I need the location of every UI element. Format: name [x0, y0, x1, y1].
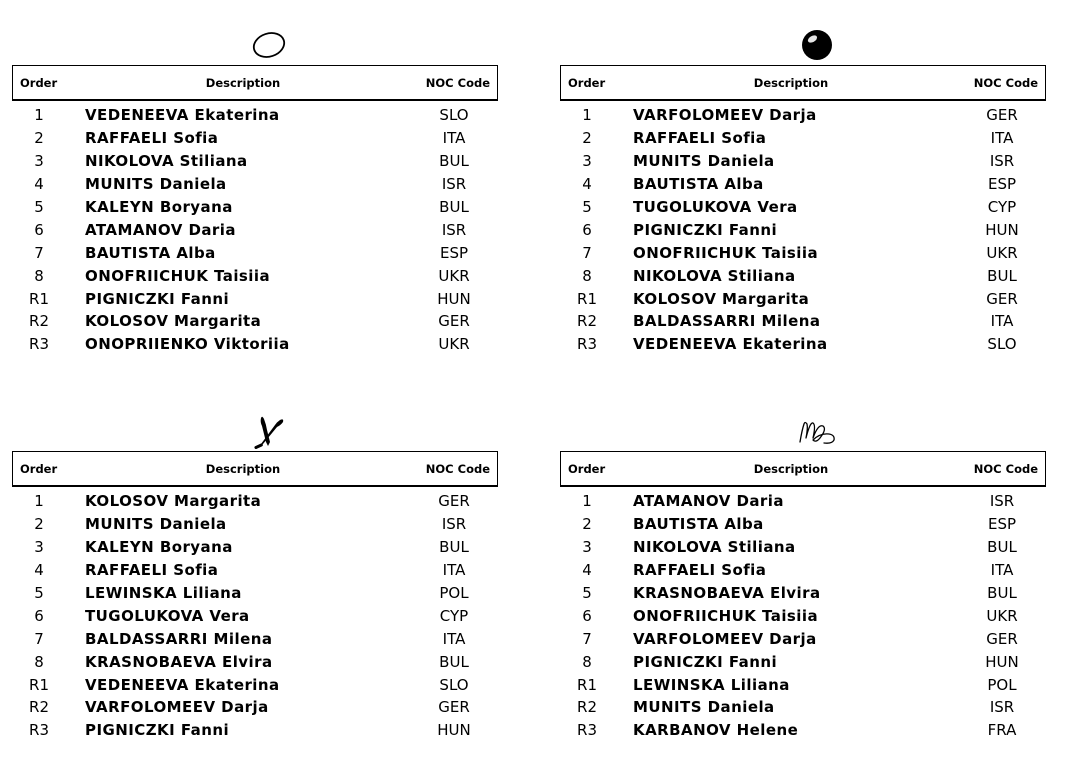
table-body [12, 490, 498, 742]
table-row [560, 513, 1046, 536]
order-cell: 4 [582, 175, 592, 194]
athlete-name: LEWINSKA Liliana [85, 584, 242, 602]
athlete-name: VEDENEEVA Ekaterina [85, 675, 280, 694]
table-row [560, 173, 1046, 196]
noc-cell: ESP [987, 515, 1017, 534]
noc-cell: ESP [439, 243, 469, 262]
header-description: Description [753, 461, 829, 476]
noc-cell: ISR [989, 152, 1015, 171]
noc-cell: ISR [989, 492, 1015, 511]
order-cell: 7 [34, 629, 44, 648]
order-cell: 1 [34, 492, 44, 511]
table-row [560, 127, 1046, 150]
table-row [12, 604, 498, 627]
table-row [560, 536, 1046, 559]
athlete-name: KALEYN Boryana [85, 538, 233, 557]
order-cell: 8 [34, 266, 44, 285]
header-order: Order [568, 461, 606, 476]
table-header [560, 451, 1046, 487]
table-row [560, 582, 1046, 605]
noc-cell: UKR [438, 335, 470, 354]
order-cell: 2 [34, 515, 44, 534]
noc-cell: SLO [439, 675, 469, 694]
table-row [560, 627, 1046, 650]
noc-cell: ITA [990, 561, 1014, 580]
athlete-name: ATAMANOV Daria [633, 492, 784, 511]
order-cell: 6 [582, 220, 592, 239]
order-cell: 6 [582, 606, 592, 625]
table-row [12, 173, 498, 196]
order-cell: 6 [34, 606, 44, 625]
noc-cell: ITA [442, 129, 466, 148]
order-cell: R1 [29, 289, 49, 308]
order-cell: R3 [29, 335, 49, 354]
order-cell: 8 [582, 266, 592, 285]
athlete-name: VARFOLOMEEV Darja [633, 629, 817, 648]
athlete-name: VARFOLOMEEV Darja [633, 106, 817, 125]
order-cell: 1 [582, 492, 592, 511]
athlete-name: ONOFRIICHUK Taisiia [633, 606, 819, 625]
table-row [12, 559, 498, 582]
table-header [12, 451, 498, 487]
table-row [560, 310, 1046, 333]
athlete-name: MUNITS Daniela [85, 175, 227, 194]
noc-cell: GER [986, 629, 1018, 648]
noc-cell: POL [987, 675, 1017, 694]
noc-cell: ITA [990, 129, 1014, 148]
order-cell: R1 [577, 675, 597, 694]
order-cell: 5 [582, 584, 592, 602]
header-noc-code: NOC Code [973, 461, 1038, 476]
table-row [560, 218, 1046, 241]
athlete-name: KRASNOBAEVA Elvira [633, 584, 821, 602]
header-description: Description [205, 75, 281, 90]
table-row [560, 104, 1046, 127]
athlete-name: BAUTISTA Alba [633, 515, 764, 534]
athlete-name: TUGOLUKOVA Vera [85, 606, 250, 625]
athlete-name: VARFOLOMEEV Darja [85, 698, 269, 717]
noc-cell: ITA [990, 312, 1014, 331]
athlete-name: RAFFAELI Sofia [85, 561, 219, 580]
order-cell: R3 [577, 721, 597, 740]
table-row [560, 490, 1046, 513]
table-row [12, 582, 498, 605]
ribbon-icon [792, 412, 842, 450]
order-cell: 8 [582, 652, 592, 671]
order-cell: 5 [34, 198, 44, 216]
order-cell: 4 [34, 561, 44, 580]
noc-cell: ISR [989, 698, 1015, 717]
order-cell: R3 [577, 335, 597, 354]
noc-cell: HUN [437, 289, 471, 308]
athlete-name: BAUTISTA Alba [85, 243, 216, 262]
table-row [560, 150, 1046, 173]
order-cell: R2 [29, 312, 49, 331]
athlete-name: KOLOSOV Margarita [85, 492, 262, 511]
table-row [12, 719, 498, 742]
table-row [560, 650, 1046, 673]
noc-cell: GER [438, 312, 470, 331]
table-row [12, 127, 498, 150]
order-cell: R2 [29, 698, 49, 717]
athlete-name: RAFFAELI Sofia [85, 129, 219, 148]
table-row [12, 490, 498, 513]
athlete-name: MUNITS Daniela [633, 698, 775, 717]
order-cell: 7 [34, 243, 44, 262]
athlete-name: LEWINSKA Liliana [633, 675, 790, 694]
table-row [12, 196, 498, 219]
athlete-name: VEDENEEVA Ekaterina [633, 335, 828, 354]
table-row [12, 264, 498, 287]
athlete-name: KOLOSOV Margarita [85, 312, 262, 331]
athlete-name: TUGOLUKOVA Vera [633, 198, 798, 216]
table-row [560, 333, 1046, 356]
table-row [560, 719, 1046, 742]
noc-cell: GER [438, 698, 470, 717]
noc-cell: BUL [439, 198, 469, 216]
table-body [12, 104, 498, 356]
athlete-name: NIKOLOVA Stiliana [633, 538, 796, 557]
athlete-name: NIKOLOVA Stiliana [633, 266, 796, 285]
table-row [12, 150, 498, 173]
order-cell: 2 [582, 129, 592, 148]
noc-cell: GER [986, 289, 1018, 308]
header-noc-code: NOC Code [973, 75, 1038, 90]
table-body [560, 490, 1046, 742]
table-row [560, 196, 1046, 219]
noc-cell: SLO [987, 335, 1017, 354]
athlete-name: ONOFRIICHUK Taisiia [633, 243, 819, 262]
athlete-name: BALDASSARRI Milena [633, 312, 821, 331]
noc-cell: ITA [442, 561, 466, 580]
athlete-name: ONOPRIIENKO Viktoriia [85, 335, 290, 354]
table-row [12, 673, 498, 696]
table-row [12, 287, 498, 310]
noc-cell: BUL [439, 652, 469, 671]
order-cell: 2 [582, 515, 592, 534]
noc-cell: ISR [441, 175, 467, 194]
noc-cell: BUL [439, 152, 469, 171]
order-cell: 7 [582, 243, 592, 262]
noc-cell: FRA [987, 721, 1017, 740]
table-row [12, 536, 498, 559]
table-body [560, 104, 1046, 356]
header-order: Order [20, 461, 58, 476]
athlete-name: VEDENEEVA Ekaterina [85, 106, 280, 125]
header-order: Order [568, 75, 606, 90]
order-cell: 8 [34, 652, 44, 671]
order-cell: 4 [582, 561, 592, 580]
noc-cell: UKR [986, 606, 1018, 625]
header-description: Description [753, 75, 829, 90]
athlete-name: PIGNICZKI Fanni [633, 220, 778, 239]
noc-cell: HUN [985, 220, 1019, 239]
athlete-name: MUNITS Daniela [85, 515, 227, 534]
noc-cell: CYP [439, 606, 469, 625]
table-row [12, 218, 498, 241]
athlete-name: KALEYN Boryana [85, 198, 233, 216]
noc-cell: BUL [987, 584, 1017, 602]
table-row [560, 264, 1046, 287]
table-row [12, 333, 498, 356]
athlete-name: RAFFAELI Sofia [633, 561, 767, 580]
athlete-name: PIGNICZKI Fanni [85, 289, 230, 308]
order-cell: 7 [582, 629, 592, 648]
noc-cell: CYP [987, 198, 1017, 216]
table-row [12, 650, 498, 673]
ball-icon [792, 26, 842, 64]
noc-cell: BUL [987, 266, 1017, 285]
order-cell: 5 [582, 198, 592, 216]
table-row [560, 604, 1046, 627]
athlete-name: BAUTISTA Alba [633, 175, 764, 194]
order-cell: R3 [29, 721, 49, 740]
table-row [12, 241, 498, 264]
order-cell: 6 [34, 220, 44, 239]
table-row [12, 310, 498, 333]
clubs-icon [244, 412, 294, 450]
hoop-icon [244, 26, 294, 64]
athlete-name: MUNITS Daniela [633, 152, 775, 171]
order-cell: 3 [582, 152, 592, 171]
athlete-name: ATAMANOV Daria [85, 220, 236, 239]
table-header [12, 65, 498, 101]
athlete-name: KRASNOBAEVA Elvira [85, 652, 273, 671]
order-cell: 5 [34, 584, 44, 602]
header-noc-code: NOC Code [425, 75, 490, 90]
order-cell: 1 [582, 106, 592, 125]
noc-cell: UKR [438, 266, 470, 285]
order-cell: R2 [577, 312, 597, 331]
order-cell: R1 [577, 289, 597, 308]
table-row [560, 696, 1046, 719]
table-row [560, 559, 1046, 582]
noc-cell: ISR [441, 220, 467, 239]
athlete-name: BALDASSARRI Milena [85, 629, 273, 648]
order-cell: 3 [34, 152, 44, 171]
table-row [560, 673, 1046, 696]
table-header [560, 65, 1046, 101]
order-cell: 2 [34, 129, 44, 148]
table-row [12, 104, 498, 127]
athlete-name: NIKOLOVA Stiliana [85, 152, 248, 171]
noc-cell: UKR [986, 243, 1018, 262]
athlete-name: KARBANOV Helene [633, 721, 799, 740]
order-cell: 3 [582, 538, 592, 557]
noc-cell: ESP [987, 175, 1017, 194]
noc-cell: POL [439, 584, 469, 602]
table-row [560, 241, 1046, 264]
noc-cell: ITA [442, 629, 466, 648]
table-row [12, 513, 498, 536]
order-cell: 1 [34, 106, 44, 125]
athlete-name: PIGNICZKI Fanni [633, 652, 778, 671]
header-description: Description [205, 461, 281, 476]
athlete-name: PIGNICZKI Fanni [85, 721, 230, 740]
noc-cell: HUN [985, 652, 1019, 671]
noc-cell: SLO [439, 106, 469, 125]
table-row [12, 696, 498, 719]
order-cell: 4 [34, 175, 44, 194]
noc-cell: GER [438, 492, 470, 511]
order-cell: R2 [577, 698, 597, 717]
noc-cell: BUL [439, 538, 469, 557]
header-order: Order [20, 75, 58, 90]
header-noc-code: NOC Code [425, 461, 490, 476]
athlete-name: KOLOSOV Margarita [633, 289, 810, 308]
noc-cell: HUN [437, 721, 471, 740]
table-row [560, 287, 1046, 310]
noc-cell: BUL [987, 538, 1017, 557]
athlete-name: RAFFAELI Sofia [633, 129, 767, 148]
noc-cell: ISR [441, 515, 467, 534]
order-cell: R1 [29, 675, 49, 694]
order-cell: 3 [34, 538, 44, 557]
athlete-name: ONOFRIICHUK Taisiia [85, 266, 271, 285]
table-row [12, 627, 498, 650]
noc-cell: GER [986, 106, 1018, 125]
